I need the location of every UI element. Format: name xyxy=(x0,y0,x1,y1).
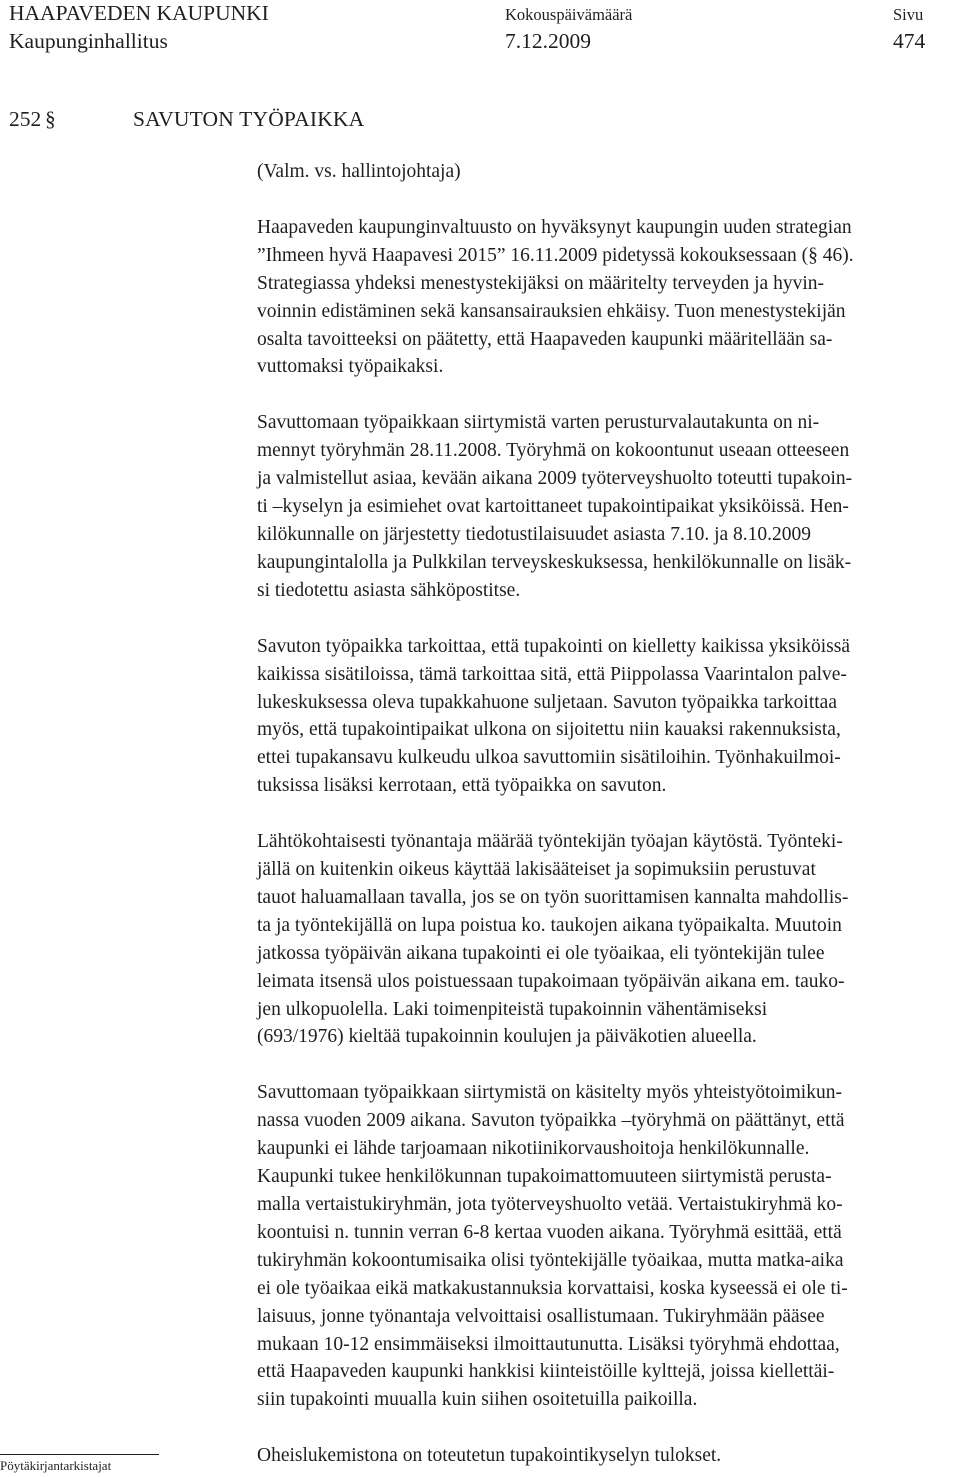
section-title: SAVUTON TYÖPAIKKA xyxy=(133,107,365,131)
body-paragraph: Haapaveden kaupunginvaltuusto on hyväksynyt kaupungin uuden strategian ”Ihmeen hyvä Haapavesi 2015” 16.11.2009 pidetyssä kokouksessaan (§ 46). Strategiassa yhdeksi menestystekijäksi on määritelty terveyden ja hyvin- voinnin edistäminen sekä kansansairauksien ehkäisy. Tuon menestystekijän osalta tavoitteeksi on päätetty, että Haapaveden kaupunki määritellään sa- vuttomaksi työpaikaksi. xyxy=(257,216,854,378)
preparer-note: (Valm. vs. hallintojohtaja) xyxy=(257,161,461,182)
body-paragraph: Savuttomaan työpaikkaan siirtymistä varten perusturvalautakunta on ni- mennyt työryhmän 28.11.2008. Työryhmä on kokoontunut useaan otteeseen ja valmistellut asiaa, kevään aikana 2009 työterveyshuolto toteutti tupakoin- ti –kyselyn ja esimiehet ovat kartoittaneet tupakointipaikat yksiköissä. Hen- kilökunnalle on järjestetty tiedotustilaisuudet asiasta 7.10. ja 8.10.2009 kaupungintalolla ja Pulkkilan terveyskeskuksessa, henkilökunnalle on lisäk- si tiedotettu asiasta sähköpostitse. xyxy=(257,412,853,601)
council-name: Kaupunginhallitus xyxy=(9,29,168,53)
attachment-note: Oheislukemistona on toteutetun tupakointikyselyn tulokset. xyxy=(257,1445,722,1467)
signature-line xyxy=(0,1454,159,1455)
body-paragraph: Lähtökohtaisesti työnantaja määrää työntekijän työajan käytöstä. Työnteki- jällä on kuitenkin oikeus käyttää lakisääteiset ja sopimuksiin perustuvat tauot haluamallaan tavalla, jos se on työn suorittamisen kannalta mahdollis- ta ja työntekijällä on lupa poistua ko. taukojen aikana työpaikalta. Muutoin jatkossa työpäivän aikana tupakointi ei ole työaikaa, eli työntekijän tulee leimata itsensä ulos poistuessaan tupakoimaan työpäivän aikana em. tauko- jen ulkopuolella. Laki toimenpiteistä tupakoinnin vähentämiseksi (693/1976) kieltää tupakoinnin koulujen ja päiväkotien alueella. xyxy=(257,831,849,1048)
page-number: 474 xyxy=(893,29,926,53)
minutes-body xyxy=(257,158,952,1470)
body-paragraph: Savuton työpaikka tarkoittaa, että tupakointi on kielletty kaikissa yksiköissä kaikissa sisätiloissa, tämä tarkoittaa sitä, että Piippolassa Vaarintalon palve- lukeskuksessa oleva tupakkahuone suljetaan. Savuton työpaikka tarkoittaa myös, että tupakointipaikat ulkona on sijoitettu niin kauaksi rakennuksista, ettei tupakansavu kulkeudu ulkoa savuttomiin sisätiloihin. Työnhakuilmoi- tuksissa lisäksi kerrotaan, että työpaikka on savuton. xyxy=(257,635,851,797)
section-number: 252 xyxy=(9,107,42,131)
meeting-date-label: Kokouspäivämäärä xyxy=(505,5,633,24)
minutes-checkers-label: Pöytäkirjantarkistajat xyxy=(0,1458,112,1473)
body-paragraph: Savuttomaan työpaikkaan siirtymistä on käsitelty myös yhteistyötoimikun- nassa vuoden 2009 aikana. Savuton työpaikka –työryhmä on päättänyt, että kaupunki ei lähde tarjoamaan nikotiinikorvaushoitoja henkilökunnalle. Kaupunki tukee henkilökunnan tupakoimattomuuteen siirtymistä perusta- malla vertaistukiryhmän, jota työterveyshuolto vetää. Vertaistukiryhmä ko- koontuisi n. tunnin verran 6-8 kertaa vuoden aikana. Työryhmä esittää, että tukiryhmän kokoontumisaika olisi työntekijälle työaikaa, mutta matka-aika ei ole työaikaa eikä matkakustannuksia korvattaisi, koska kyseessä ei ole ti- laisuus, jonne työnantaja velvoittaisi osallistumaan. Tukiryhmään pääsee mukaan 10-12 ensimmäiseksi ilmoittautunutta. Lisäksi työryhmä ehdottaa, että Haapaveden kaupunki hankkisi kiinteistöille kylttejä, joissa kiellettäi- siin tupakointi muualla kuin siihen osoitetuilla paikoilla. xyxy=(257,1082,848,1411)
meeting-date: 7.12.2009 xyxy=(505,29,591,53)
page-label: Sivu xyxy=(893,5,924,24)
section-mark: § xyxy=(45,107,56,131)
organization-name: HAAPAVEDEN KAUPUNKI xyxy=(9,1,269,25)
